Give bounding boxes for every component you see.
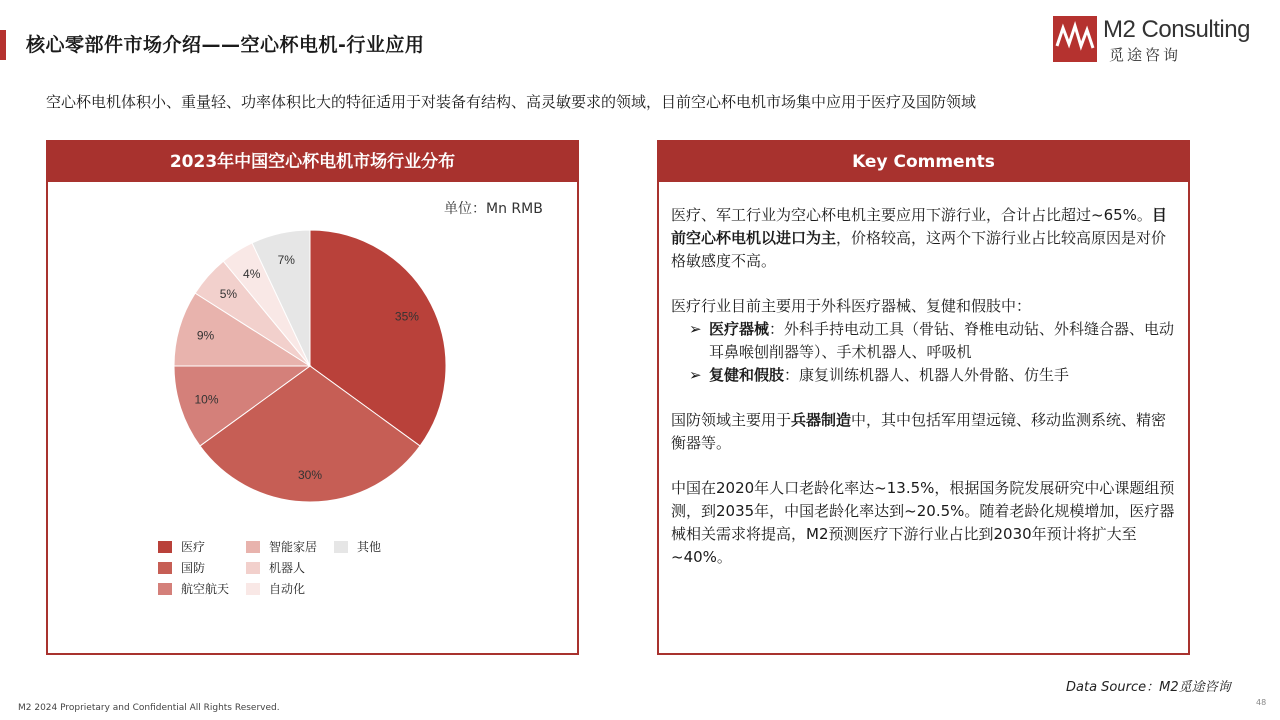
- title-accent-bar: [0, 30, 6, 60]
- comments-body: [671, 204, 1176, 591]
- legend-swatch: [334, 541, 348, 553]
- comment-emphasis: 目前空心杯电机以进口为主: [671, 206, 1167, 247]
- comment-emphasis: 兵器制造: [791, 411, 852, 429]
- legend-label: 智能家居: [269, 540, 318, 554]
- comment-bullet-1: [671, 318, 1176, 364]
- legend-swatch: [158, 562, 172, 574]
- bullet-arrow-icon: ➢: [689, 366, 702, 384]
- legend-label: 医疗: [181, 540, 206, 554]
- legend-item: [246, 580, 305, 597]
- logo-name: M2 Consulting: [1103, 16, 1250, 43]
- chart-unit: 单位：Mn RMB: [444, 201, 543, 217]
- data-source: Data Source：M2觅途咨询: [1066, 680, 1231, 695]
- comment-emphasis: 医疗器械: [709, 320, 770, 338]
- pie-data-label: 30%: [297, 467, 323, 482]
- pie-data-label: 7%: [277, 252, 295, 267]
- pie-data-label: 9%: [196, 328, 215, 343]
- comment-paragraph-2: [671, 295, 1176, 387]
- chart-panel-title: 2023年中国空心杯电机市场行业分布: [48, 142, 577, 182]
- comment-paragraph-1: [671, 204, 1176, 273]
- pie-data-label: 4%: [243, 267, 261, 282]
- legend-label: 自动化: [269, 582, 306, 596]
- logo-chinese-name: 觅途咨询: [1109, 46, 1182, 64]
- legend-item: [246, 538, 317, 555]
- legend-swatch: [246, 541, 260, 553]
- pie-data-label: 10%: [194, 392, 219, 407]
- comment-bullet-2: [671, 364, 1176, 387]
- legend-label: 航空航天: [181, 582, 230, 596]
- m2-logo-icon: [1053, 16, 1097, 62]
- page-title: 核心零部件市场介绍——空心杯电机-行业应用: [26, 34, 425, 56]
- legend-item: [158, 580, 229, 597]
- comment-text: ：外科手持电动工具（骨钻、脊椎电动钻、外科缝合器、电动耳鼻喉刨削器等）、手术机器人、呼吸机: [709, 320, 1175, 361]
- comments-panel: [657, 140, 1190, 655]
- comment-text: 中，其中包括军用望远镜、移动监测系统、精密衡器等。: [671, 411, 1167, 452]
- comment-text: ，价格较高，这两个下游行业占比较高原因是对价格敏感度不高。: [671, 229, 1167, 270]
- legend-item: [246, 559, 305, 576]
- chart-panel: [46, 140, 579, 655]
- legend-swatch: [158, 583, 172, 595]
- comment-text: 医疗行业目前主要用于外科医疗器械、复健和假肢中：: [671, 297, 1032, 315]
- comment-emphasis: 复健和假肢: [709, 366, 785, 384]
- copyright-footer: M2 2024 Proprietary and Confidential All Rights Reserved.: [18, 703, 280, 713]
- bullet-arrow-icon: ➢: [689, 320, 702, 338]
- legend-label: 机器人: [269, 561, 306, 575]
- comment-paragraph-3: [671, 409, 1176, 455]
- company-logo: [1053, 14, 1268, 66]
- legend-item: [158, 559, 205, 576]
- comments-panel-title: Key Comments: [659, 142, 1188, 182]
- legend-label: 其他: [357, 540, 382, 554]
- pie-data-label: 5%: [219, 287, 238, 302]
- comment-text: ：康复训练机器人、机器人外骨骼、仿生手: [784, 366, 1070, 384]
- legend-swatch: [158, 541, 172, 553]
- comment-text: 国防领域主要用于: [671, 411, 792, 429]
- legend-item: [158, 538, 205, 555]
- legend-swatch: [246, 562, 260, 574]
- legend-label: 国防: [181, 561, 206, 575]
- pie-chart: [48, 142, 577, 522]
- comment-paragraph-4: 中国在2020年人口老龄化率达~13.5%，根据国务院发展研究中心课题组预测，到2035年，中国老龄化率达到~20.5%。随着老龄化规模增加，医疗器械相关需求将提高，M2预测医疗下游行业占比到2030年预计将扩大至~40%。: [671, 479, 1175, 566]
- page-subtitle: 空心杯电机体积小、重量轻、功率体积比大的特征适用于对装备有结构、高灵敏要求的领域，目前空心杯电机市场集中应用于医疗及国防领域: [46, 93, 977, 111]
- legend-swatch: [246, 583, 260, 595]
- page-number: 48: [1256, 698, 1267, 707]
- comment-text: 医疗、军工行业为空心杯电机主要应用下游行业，合计占比超过~65%。: [671, 206, 1152, 224]
- legend-item: [334, 538, 381, 555]
- pie-data-label: 35%: [394, 309, 419, 324]
